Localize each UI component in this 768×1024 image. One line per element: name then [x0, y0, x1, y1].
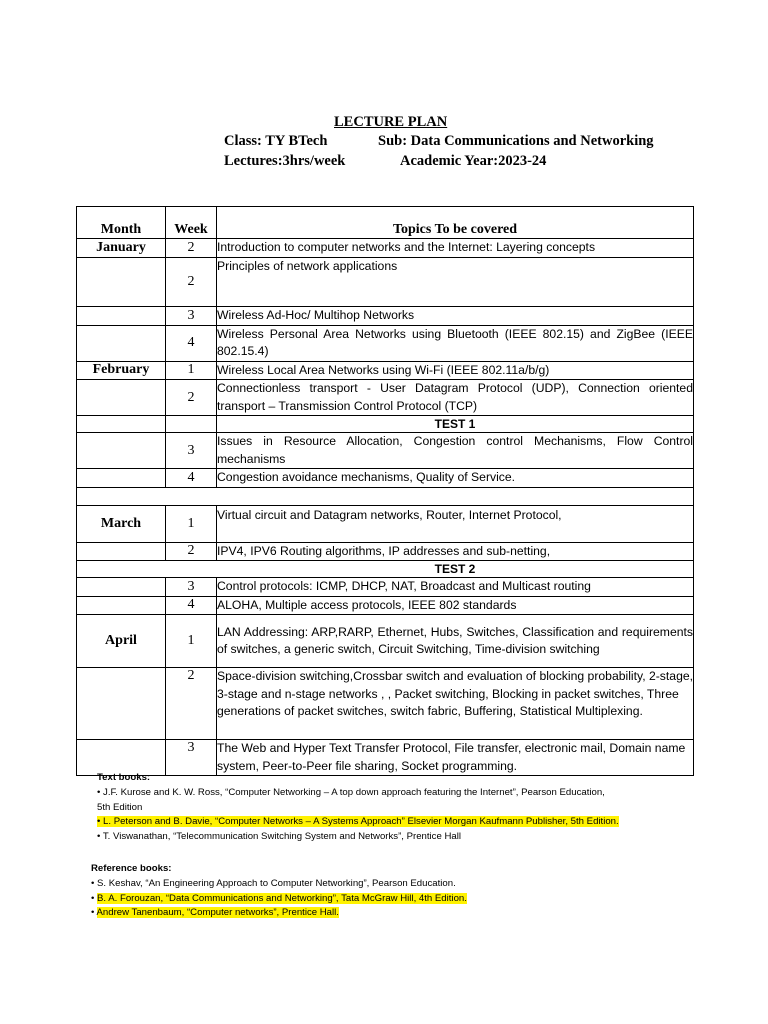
week-cell: 4 [166, 469, 217, 488]
textbooks-heading: Text books: [97, 772, 151, 783]
page-title: LECTURE PLAN [334, 114, 448, 130]
table-row [77, 615, 694, 668]
month-january: January [77, 239, 166, 258]
month-cell-empty [77, 416, 166, 433]
week-cell: 2 [166, 258, 217, 307]
month-march: March [77, 505, 166, 542]
bullet: • [91, 907, 97, 919]
reference-item: • S. Keshav, “An Engineering Approach to Computer Networking”, Pearson Education. [91, 877, 456, 889]
week-cell: 3 [166, 578, 217, 597]
subject-label: Sub: Data Communications and Networking [378, 133, 654, 149]
textbook-item-highlighted: • L. Peterson and B. Davie, “Computer Networks – A Systems Approach” Elsevier Morgan Kaufmann Publisher, 5th Edition. [97, 816, 619, 828]
empty-row [77, 487, 694, 505]
month-february: February [77, 361, 166, 380]
table-row [77, 380, 694, 416]
table-row [77, 542, 694, 561]
month-cell-empty [77, 596, 166, 615]
topic-cell: The Web and Hyper Text Transfer Protocol, File transfer, electronic mail, Domain name system, Peer-to-Peer file sharing, Socket programming. [217, 740, 694, 776]
topic-cell: Wireless Local Area Networks using Wi-Fi (IEEE 802.11a/b/g) [217, 361, 694, 380]
reference-books-heading: Reference books: [91, 863, 172, 874]
bullet: • [91, 892, 98, 904]
table-row [77, 307, 694, 326]
table-row [77, 258, 694, 307]
week-cell: 1 [166, 361, 217, 380]
class-label: Class: TY BTech [224, 133, 328, 149]
week-cell: 3 [166, 433, 217, 469]
topic-cell: Issues in Resource Allocation, Congestion control Mechanisms, Flow Control mechanisms [217, 433, 694, 469]
week-cell: 1 [166, 505, 217, 542]
table-row [77, 505, 694, 542]
reference-item-highlighted: Andrew Tanenbaum, “Computer networks”, Prentice Hall. [96, 907, 339, 919]
table-header-row [77, 207, 694, 239]
month-cell-empty [77, 542, 166, 561]
reference-item-highlighted: B. A. Forouzan, “Data Communications and Networking”, Tata McGraw Hill, 4th Edition. [97, 892, 467, 904]
topic-cell: Principles of network applications [217, 258, 694, 307]
table-row [77, 433, 694, 469]
topic-cell: Virtual circuit and Datagram networks, Router, Internet Protocol, [217, 505, 694, 542]
month-cell-empty [77, 469, 166, 488]
week-cell: 2 [166, 239, 217, 258]
month-cell-empty [77, 433, 166, 469]
week-cell: 1 [166, 615, 217, 668]
month-cell-empty [77, 325, 166, 361]
month-cell-empty [77, 668, 166, 740]
month-cell-empty [77, 258, 166, 307]
month-column-header: Month [77, 207, 166, 239]
month-cell-empty [77, 578, 166, 597]
lectures-label: Lectures:3hrs/week [224, 153, 346, 169]
table-row [77, 239, 694, 258]
table-row [77, 361, 694, 380]
topic-cell: Wireless Personal Area Networks using Bluetooth (IEEE 802.15) and ZigBee (IEEE 802.15.4) [217, 325, 694, 361]
week-column-header: Week [166, 207, 217, 239]
table-row [77, 469, 694, 488]
week-cell: 2 [166, 542, 217, 561]
lecture-plan-table [76, 206, 694, 776]
spacer-row [77, 487, 694, 505]
topics-column-header: Topics To be covered [217, 207, 694, 239]
week-cell: 4 [166, 596, 217, 615]
test-1-label: TEST 1 [217, 416, 694, 433]
week-cell-empty [166, 416, 217, 433]
reference-books-section [91, 862, 467, 921]
week-cell: 3 [166, 740, 217, 776]
month-cell-empty [77, 307, 166, 326]
textbook-item: • T. Viswanathan, “Telecommunication Switching System and Networks”, Prentice Hall [97, 831, 461, 843]
topic-cell: IPV4, IPV6 Routing algorithms, IP addresses and sub-netting, [217, 542, 694, 561]
week-cell: 3 [166, 307, 217, 326]
test-row [77, 561, 694, 578]
topic-cell: Space-division switching,Crossbar switch and evaluation of blocking probability, 2-stage, 3-stage and n-stage networks , , Packet switching, Blocking in packet switches, Three generations of packet switches, switch fabric, Buffering, Statistical Multiplexing. [217, 668, 694, 740]
textbook-item: • J.F. Kurose and K. W. Ross, “Computer Networking – A top down approach featuring the Internet”, Pearson Education, [97, 786, 605, 798]
topic-cell: Congestion avoidance mechanisms, Quality of Service. [217, 469, 694, 488]
month-april: April [77, 615, 166, 668]
textbooks-section [97, 771, 619, 845]
week-cell: 2 [166, 380, 217, 416]
test-2-label: TEST 2 [77, 561, 694, 578]
table-row [77, 325, 694, 361]
topic-cell: Wireless Ad-Hoc/ Multihop Networks [217, 307, 694, 326]
month-cell-empty [77, 380, 166, 416]
textbook-item-continued: 5th Edition [97, 801, 143, 813]
week-cell: 4 [166, 325, 217, 361]
topic-cell: LAN Addressing: ARP,RARP, Ethernet, Hubs, Switches, Classification and requirements of switches, a generic switch, Circuit Switching, Time-division switching [217, 615, 694, 668]
topic-cell: Introduction to computer networks and the Internet: Layering concepts [217, 239, 694, 258]
topic-cell: Connectionless transport - User Datagram Protocol (UDP), Connection oriented transport – Transmission Control Protocol (TCP) [217, 380, 694, 416]
topic-cell: ALOHA, Multiple access protocols, IEEE 802 standards [217, 596, 694, 615]
table-row [77, 596, 694, 615]
table-row [77, 668, 694, 740]
week-cell: 2 [166, 668, 217, 740]
test-row [77, 416, 694, 433]
table-row [77, 578, 694, 597]
academic-year-label: Academic Year:2023-24 [400, 153, 547, 169]
topic-cell: Control protocols: ICMP, DHCP, NAT, Broadcast and Multicast routing [217, 578, 694, 597]
